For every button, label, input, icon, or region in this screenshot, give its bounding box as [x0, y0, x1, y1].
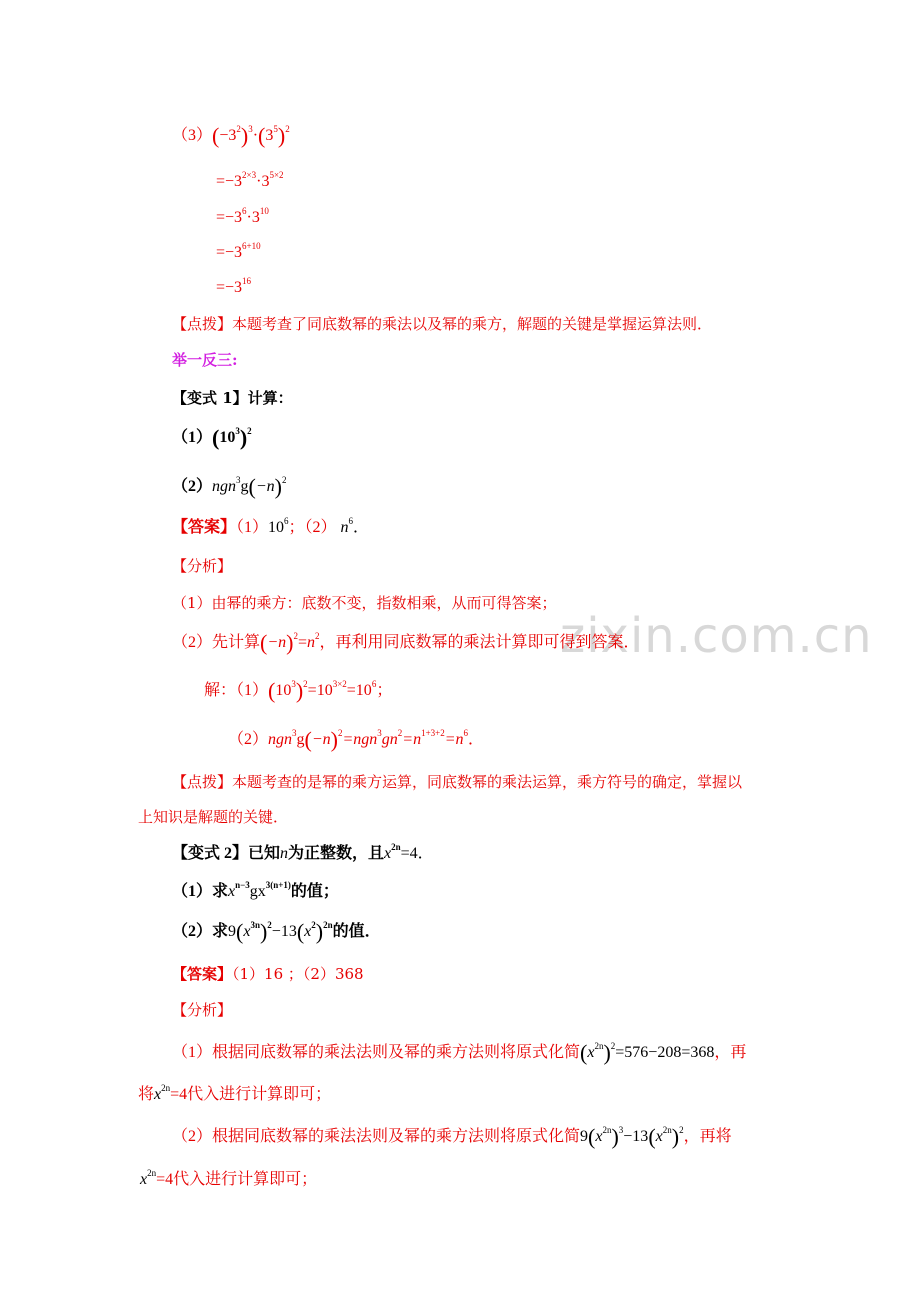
variant-2-analysis-2-cont: $x^{2n}=4$代入进行计算即可； — [140, 1168, 318, 1188]
variant-1-tip-line-1: 【点拨】本题考查的是幂的乘方运算，同底数幂的乘法运算，乘方符号的确定，掌握以 — [172, 773, 743, 791]
variant-1-question-2: $(2)ngn^3g(-n)^2$ — [172, 474, 287, 499]
variant-2-question-2: （2）求$9(x^{3n})^2-13(x^2)^{2n}$的值． — [172, 919, 381, 944]
variant-2-question-1: （1）求$x^{n-3}gx^{3(n+1)}$的值； — [172, 880, 339, 900]
variant-1-analysis-2: （2）先计算$(-n)^2=n^2$，再利用同底数幂的乘法计算即可得到答案． — [172, 630, 640, 655]
tip-1: 【点拨】本题考查了同底数幂的乘法以及幂的乘方，解题的关键是掌握运算法则． — [172, 315, 713, 333]
variant-2-analysis-1-cont: 将$x^{2n}=4$代入进行计算即可； — [138, 1083, 332, 1103]
section-heading: 举一反三: — [172, 351, 238, 369]
variant-1-title: 【变式 1】计算： — [172, 389, 293, 407]
watermark: zixin.com.cn — [560, 608, 873, 664]
variant-2-title: 【变式 2】已知n为正整数，且$x^{2n}=4$． — [172, 842, 434, 862]
variant-1-analysis-1: （1）由幂的乘方：底数不变，指数相乘，从而可得答案； — [172, 594, 557, 612]
variant-1-tip-line-2: 上知识是解题的关键． — [138, 808, 289, 826]
variant-2-answer: 【答案】（1）16 ；（2）368 — [172, 965, 364, 983]
variant-1-question-1: $(1)(10^3)^2$ — [172, 425, 252, 450]
problem-3-step-2: $=-3^6\cdot 3^{10}$ — [216, 206, 269, 226]
variant-2-analysis-1: （1）根据同底数幂的乘法法则及幂的乘方法则将原式化简$(x^{2n})^2=576-208=368$，再 — [172, 1040, 747, 1065]
problem-3-step-1: $=-3^{2\times 3}\cdot 3^{5\times 2}$ — [216, 170, 284, 190]
problem-3-step-4: $=-3^{16}$ — [216, 276, 252, 296]
variant-1-analysis-label: 【分析】 — [172, 557, 233, 575]
variant-2-analysis-2: （2）根据同底数幂的乘法法则及幂的乘方法则将原式化简$9(x^{2n})^3-13(x^{2n})^2$，再将 — [172, 1124, 732, 1149]
problem-3-expression: $(3)(-3^2)^3\cdot(3^5)^2$ — [172, 123, 290, 148]
variant-1-answer: 【答案】$(1)10^6$；（2） $n^6$． — [172, 516, 370, 536]
variant-2-analysis-label: 【分析】 — [172, 1001, 233, 1019]
variant-1-solution-2: $(2)ngn^3g(-n)^2=ngn^3gn^2=n^{1+3+2}=n^6$． — [228, 727, 485, 752]
problem-3-step-3: $=-3^{6+10}$ — [216, 241, 261, 261]
variant-1-solution-1: 解：$(1)(10^3)^2=10^{3\times 2}=10^6$； — [204, 678, 393, 703]
